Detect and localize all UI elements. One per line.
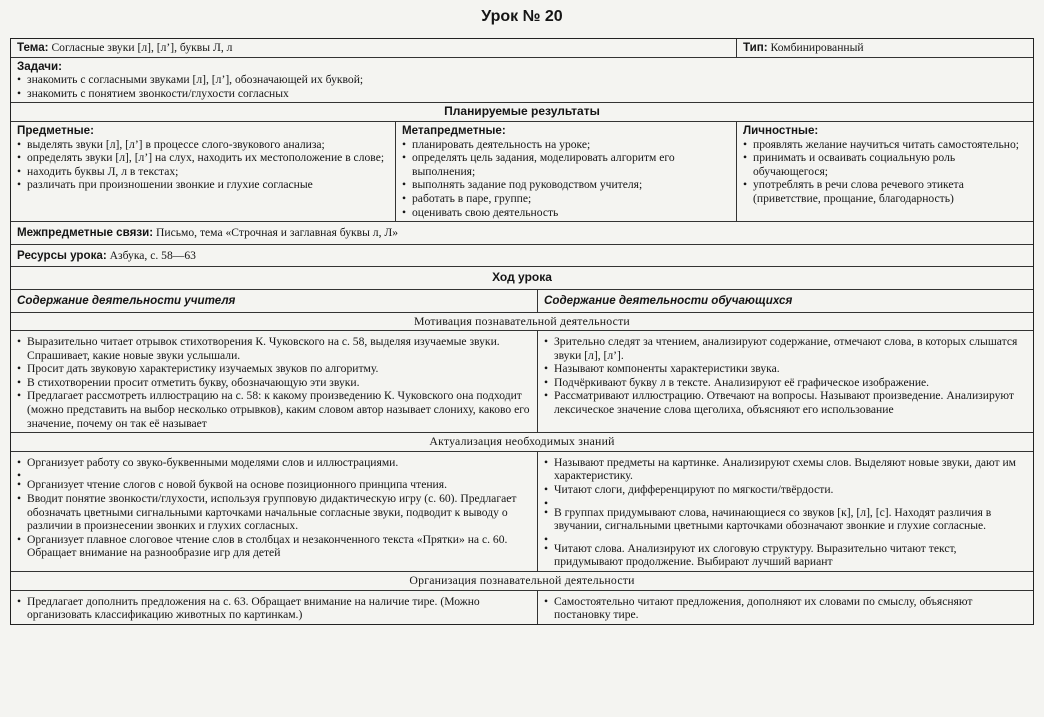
stage-title: Организация познавательной деятельности — [409, 573, 635, 587]
links-text: Письмо, тема «Строчная и заглавная буквы л, Л» — [156, 226, 399, 240]
list-item: • Называют предметы на картинке. Анализируют схемы слов. Выделяют новые звуки, дают им характеристику. — [544, 456, 1027, 483]
meta-results — [396, 122, 737, 221]
resources-row — [11, 245, 1033, 268]
links-label: Межпредметные связи: — [17, 226, 154, 240]
links-cell — [11, 222, 1033, 244]
teacher-activity-list — [17, 456, 531, 560]
list-item: • работать в паре, группе; — [402, 192, 730, 206]
stage-header-row — [11, 572, 1033, 591]
resources-text: Азбука, с. 58—63 — [109, 248, 196, 262]
type-label: Тип: — [743, 41, 768, 54]
list-item: • планировать деятельность на уроке; — [402, 138, 730, 152]
stage-content-row — [11, 331, 1033, 433]
resources-cell — [11, 245, 1033, 267]
students-activity — [538, 452, 1033, 571]
course-label: Ход урока — [492, 270, 552, 285]
columns-header-row — [11, 290, 1033, 313]
list-item: • Организует чтение слогов с новой буквой на основе позиционного принципа чтения. — [17, 478, 531, 492]
spacer — [544, 497, 1027, 506]
topic-text: Согласные звуки [л], [л’], буквы Л, л — [51, 41, 233, 54]
list-item: • принимать и осваивать социальную роль обучающегося; — [743, 151, 1027, 178]
spacer — [544, 533, 1027, 542]
planned-header-row — [11, 103, 1033, 122]
teacher-column-header: Содержание деятельности учителя — [11, 290, 538, 312]
list-item: • оценивать свою деятельность — [402, 206, 730, 220]
list-item: • проявлять желание научиться читать самостоятельно; — [743, 138, 1027, 152]
meta-list — [402, 138, 730, 220]
type-cell — [737, 39, 1033, 57]
list-item: • Зрительно следят за чтением, анализируют содержание, отмечают слова, в которых слышатся звуки [л], [л’]. — [544, 335, 1027, 362]
stage-content-row — [11, 452, 1033, 572]
stage-content-row — [11, 591, 1033, 624]
students-column-header: Содержание деятельности обучающихся — [544, 293, 793, 307]
list-item: • Организует работу со звуко-буквенными моделями слов и иллюстрациями. — [17, 456, 531, 470]
students-activity-list — [544, 456, 1027, 569]
course-header-row — [11, 267, 1033, 290]
list-item: • Подчёркивают букву л в тексте. Анализируют её графическое изображение. — [544, 376, 1027, 390]
planned-results-row — [11, 122, 1033, 222]
teacher-activity-list — [17, 335, 531, 430]
teacher-activity — [11, 591, 538, 624]
list-item: • находить буквы Л, л в текстах; — [17, 165, 389, 179]
personal-label: Личностные: — [743, 123, 819, 137]
stage-title: Мотивация познавательной деятельности — [414, 313, 630, 328]
topic-cell — [11, 39, 737, 57]
stage-header-row — [11, 313, 1033, 332]
list-item: • В стихотворении просит отметить букву, обозначающую эти звуки. — [17, 376, 531, 390]
personal-results — [737, 122, 1033, 221]
students-activity — [538, 331, 1033, 432]
list-item: • Читают слоги, дифференцируют по мягкости/твёрдости. — [544, 483, 1027, 497]
list-item: • знакомить с согласными звуками [л], [л’], обозначающей их буквой; — [17, 73, 1027, 87]
list-item: • определять цель задания, моделировать алгоритм его выполнения; — [402, 151, 730, 178]
students-activity — [538, 591, 1033, 624]
teacher-activity — [11, 331, 538, 432]
subject-results — [11, 122, 396, 221]
list-item: • выделять звуки [л], [л’] в процессе слого-звукового анализа; — [17, 138, 389, 152]
students-activity-list — [544, 595, 1027, 622]
list-item: • Рассматривают иллюстрацию. Отвечают на вопросы. Называют произведение. Анализируют лексическое значение слова щеголиха, объясняют его использование — [544, 389, 1027, 416]
teacher-activity-list — [17, 595, 531, 622]
list-item: • определять звуки [л], [л’] на слух, находить их местоположение в слове; — [17, 151, 389, 165]
stage-header-row — [11, 433, 1033, 452]
subject-label: Предметные: — [17, 123, 94, 137]
spacer — [17, 469, 531, 478]
personal-list — [743, 138, 1027, 206]
stage-title: Актуализация необходимых знаний — [429, 434, 615, 449]
list-item: • Называют компоненты характеристики звука. — [544, 362, 1027, 376]
planned-label: Планируемые результаты — [444, 104, 600, 119]
subject-list — [17, 138, 389, 192]
list-item: • Выразительно читает отрывок стихотворения К. Чуковского на с. 58, выделяя изучаемые звуки. Спрашивает, какие новые звуки услышали. — [17, 335, 531, 362]
list-item: • Читают слова. Анализируют их слоговую структуру. Выразительно читают текст, придумывают продолжение. Выбирают лучший вариант — [544, 542, 1027, 569]
list-item: • употреблять в речи слова речевого этикета (приветствие, прощание, благодарность) — [743, 178, 1027, 205]
meta-label: Метапредметные: — [402, 123, 506, 137]
resources-label: Ресурсы урока: — [17, 248, 107, 262]
lesson-plan-table — [10, 38, 1034, 625]
list-item: • различать при произношении звонкие и глухие согласные — [17, 178, 389, 192]
tasks-list — [17, 73, 1027, 100]
list-item: • выполнять задание под руководством учителя; — [402, 178, 730, 192]
list-item: • Вводит понятие звонкости/глухости, используя групповую дидактическую игру (с. 60). Предлагает обозначать цветными сигнальными карточками начальные согласные звуки, подводит к выводу о различии в произнесении звонких и глухих согласных. — [17, 492, 531, 533]
list-item: • знакомить с понятием звонкости/глухости согласных — [17, 87, 1027, 101]
list-item: • Самостоятельно читают предложения, дополняют их словами по смыслу, объясняют постановку тире. — [544, 595, 1027, 622]
topic-row — [11, 39, 1033, 58]
list-item: • Предлагает рассмотреть иллюстрацию на с. 58: к какому произведению К. Чуковского она подходит (можно представить на выбор несколько отрывков), каким словом автор называет слониху, каково его значение, почему он так её называет — [17, 389, 531, 430]
list-item: • Организует плавное слоговое чтение слов в столбцах и незаконченного текста «Прятки» на с. 60. Обращает внимание на разнообразие игр для детей — [17, 533, 531, 560]
topic-label: Тема: — [17, 41, 49, 54]
list-item: • В группах придумывают слова, начинающиеся со звуков [к], [л], [с]. Находят различия в звучании, сигнальными цветными карточками обозначают звонкие и глухие согласные. — [544, 506, 1027, 533]
list-item: • Предлагает дополнить предложения на с. 63. Обращает внимание на наличие тире. (Можно организовать классификацию животных по картинкам.) — [17, 595, 531, 622]
tasks-cell — [11, 58, 1033, 103]
type-text: Комбинированный — [770, 41, 864, 54]
lesson-title: Урок № 20 — [481, 8, 563, 25]
students-activity-list — [544, 335, 1027, 417]
teacher-activity — [11, 452, 538, 571]
tasks-label: Задачи: — [17, 59, 62, 73]
list-item: • Просит дать звуковую характеристику изучаемых звуков по алгоритму. — [17, 362, 531, 376]
links-row — [11, 222, 1033, 245]
tasks-row — [11, 58, 1033, 104]
